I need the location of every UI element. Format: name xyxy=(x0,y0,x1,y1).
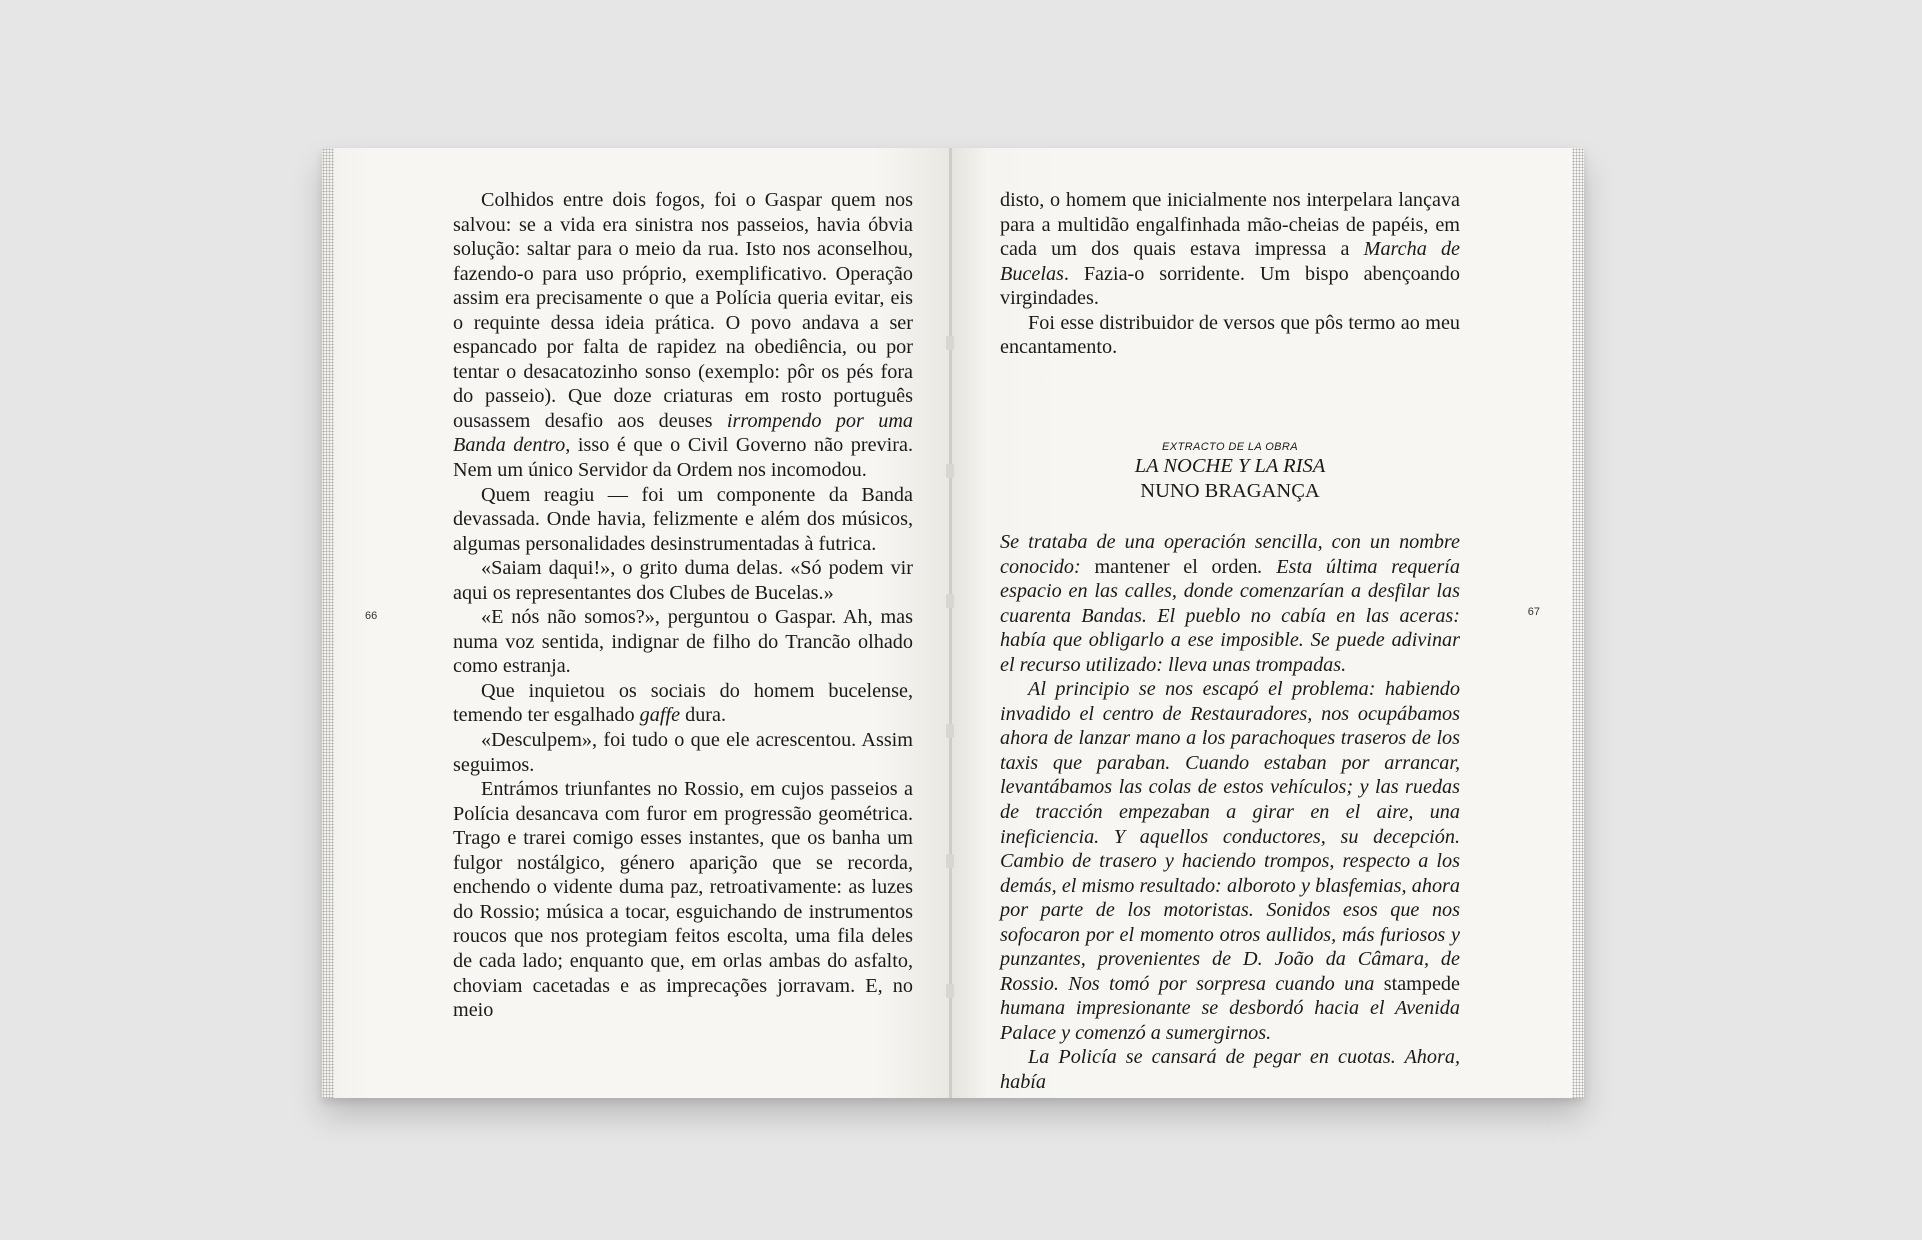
binding-stitch xyxy=(946,464,954,478)
open-book xyxy=(322,148,1584,1098)
paragraph: «E nós não somos?», perguntou o Gaspar. Ah, mas numa voz sentida, indignar de filho do Trancão olhado como estranja. xyxy=(453,606,913,678)
paragraph: «Saiam daqui!», o grito duma delas. «Só podem vir aqui os representantes dos Clubes de Bucelas.» xyxy=(453,557,913,604)
left-page xyxy=(322,148,950,1098)
book-gutter xyxy=(949,148,952,1098)
paragraph: Se trataba de una operación sencilla, con un nombre conocido: mantener el orden. Esta última requería espacio en las calles, donde comenzarían a desfilar las cuarenta Bandas. El pueblo no cabía en las aceras: había que obligarlo a ese imposible. Se puede adivinar el recurso utilizado: lleva unas trompadas. xyxy=(1000,531,1460,676)
paragraph: «Desculpem», foi tudo o que ele acrescentou. Assim seguimos. xyxy=(453,729,913,776)
page-edge-left xyxy=(322,148,334,1098)
page-number-right: 67 xyxy=(1527,606,1540,618)
paragraph: La Policía se cansará de pegar en cuotas. Ahora, había xyxy=(1000,1046,1460,1094)
right-text-column-spanish xyxy=(1000,530,1460,1095)
binding-stitch xyxy=(946,984,954,998)
extract-label: EXTRACTO DE LA OBRA xyxy=(1162,441,1298,453)
paragraph: disto, o homem que inicialmente nos interpelara lançava para a multidão engalfinhada mão-cheias de papéis, em cada um dos quais estava impressa a Marcha de Bucelas. Fazia-o sorridente. Um bispo abençoando virgindades. xyxy=(1000,189,1461,310)
right-text-column-portuguese xyxy=(1000,188,1460,360)
paragraph: Al principio se nos escapó el problema: habiendo invadido el centro de Restauradores, nos ocupábamos ahora de lanzar mano a los parachoques traseros de los taxis que paraban. Cuando estaban por arrancar, levantábamos las colas de estos vehículos; y las ruedas de tracción empezaban a girar en el aire, una ineficiencia. Y aquellos conductores, su decepción. Cambio de trasero y haciendo trompos, respecto a los demás, el mismo resultado: alboroto y blasfemias, ahora por parte de los motoristas. Sonidos esos que nos sofocaron por el momento otros aullidos, más furiosos y punzantes, provenientes de D. João da Câmara, de Rossio. Nos tomó por sorpresa cuando una stampede humana impresionante se desbordó hacia el Avenida Palace y comenzó a sumergirnos. xyxy=(1000,678,1460,1044)
left-text-column xyxy=(453,188,913,1023)
extract-heading xyxy=(1000,440,1460,504)
paragraph: Que inquietou os sociais do homem bucelense, temendo ter esgalhado gaffe dura. xyxy=(453,679,913,727)
page-number-left: 66 xyxy=(365,610,378,622)
right-page xyxy=(950,148,1584,1098)
paragraph: Foi esse distribuidor de versos que pôs termo ao meu encantamento. xyxy=(1000,311,1460,359)
paragraph: Entrámos triunfantes no Rossio, em cujos passeios a Polícia desancava com furor em progressão geométrica. Trago e trarei comigo esses instantes, que os banha um fulgor nostálgico, género aparição que se recorda, enchendo o vidente duma paz, retroativamente: as luzes do Rossio; música a tocar, esguichando de instrumentos roucos que nos protegiam feitos escolta, uma fila deles de cada lado; enquanto que, em orlas ambas do asfalto, choviam cacetadas e as imprecações jorravam. E, no meio xyxy=(453,778,913,1022)
binding-stitch xyxy=(946,336,954,350)
page-edge-right xyxy=(1572,148,1584,1098)
paragraph: Quem reagiu — foi um componente da Banda devassada. Onde havia, felizmente e além dos músicos, algumas personalidades desinstrumentadas à futrica. xyxy=(453,483,913,555)
binding-stitch xyxy=(946,724,954,738)
extract-author: NUNO BRAGANÇA xyxy=(1140,480,1320,502)
binding-stitch xyxy=(946,594,954,608)
binding-stitch xyxy=(946,854,954,868)
extract-title: LA NOCHE Y LA RISA xyxy=(1134,455,1326,477)
paragraph: Colhidos entre dois fogos, foi o Gaspar quem nos salvou: se a vida era sinistra nos passeios, havia óbvia solução: saltar para o meio da rua. Isto nos aconselhou, fazendo-o para uso próprio, exemplificativo. Operação assim era precisamente o que a Polícia queria evitar, eis o requinte dessa ideia prática. O povo andava a ser espancado por falta de rapidez na obediência, ou por tentar o desacatozinho sonso (exemplo: pôr os pés fora do passeio). Que doze criaturas em rosto português ousassem desafio aos deuses irrompendo por uma Banda dentro, isso é que o Civil Governo não previra. Nem um único Servidor da Ordem nos incomodou. xyxy=(453,189,913,482)
